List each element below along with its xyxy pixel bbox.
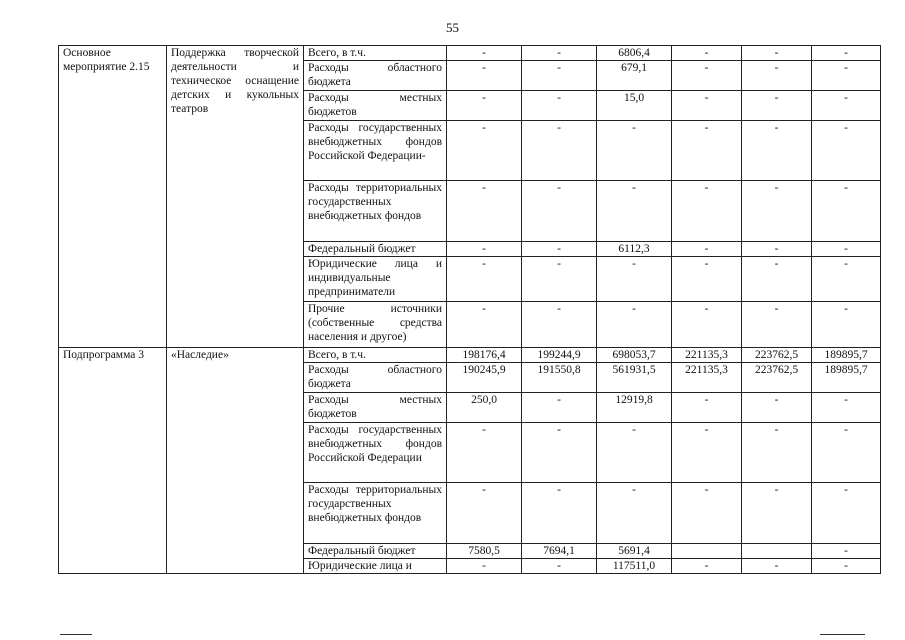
value-cell: -	[672, 257, 742, 302]
value-cell: -	[672, 242, 742, 257]
funding-source-label: Расходы территориальных государственных внебюджетных фондов	[304, 181, 447, 242]
section-name: Подпрограмма 3	[59, 348, 167, 574]
funding-source-label: Расходы областного бюджета	[304, 363, 447, 393]
table-row	[59, 46, 881, 61]
value-cell: -	[522, 121, 597, 181]
value-cell: -	[672, 393, 742, 423]
value-cell: 5691,4	[597, 544, 672, 559]
value-cell: -	[672, 121, 742, 181]
value-cell: -	[812, 483, 881, 544]
value-cell: 679,1	[597, 61, 672, 91]
value-cell: -	[672, 483, 742, 544]
value-cell: -	[672, 61, 742, 91]
value-cell: -	[812, 302, 881, 348]
value-cell: 7580,5	[447, 544, 522, 559]
value-cell: -	[812, 257, 881, 302]
funding-source-label: Расходы местных бюджетов	[304, 91, 447, 121]
funding-source-label: Всего, в т.ч.	[304, 46, 447, 61]
value-cell: 191550,8	[522, 363, 597, 393]
value-cell: 250,0	[447, 393, 522, 423]
value-cell: -	[597, 257, 672, 302]
value-cell: 190245,9	[447, 363, 522, 393]
value-cell: -	[597, 181, 672, 242]
value-cell: -	[742, 393, 812, 423]
value-cell: -	[812, 242, 881, 257]
value-cell: -	[672, 423, 742, 483]
value-cell: -	[672, 559, 742, 574]
value-cell: -	[742, 61, 812, 91]
value-cell: -	[522, 46, 597, 61]
value-cell: -	[672, 181, 742, 242]
value-cell: -	[447, 46, 522, 61]
funding-source-label: Расходы местных бюджетов	[304, 393, 447, 423]
funding-source-label: Федеральный бюджет	[304, 544, 447, 559]
value-cell: -	[522, 423, 597, 483]
funding-source-label: Юридические лица и индивидуальные предприниматели	[304, 257, 447, 302]
value-cell: -	[812, 423, 881, 483]
value-cell: -	[522, 559, 597, 574]
value-cell: -	[522, 61, 597, 91]
value-cell: -	[742, 302, 812, 348]
value-cell: -	[812, 46, 881, 61]
value-cell: -	[742, 257, 812, 302]
value-cell: 221135,3	[672, 348, 742, 363]
value-cell: -	[447, 302, 522, 348]
value-cell: 198176,4	[447, 348, 522, 363]
value-cell: -	[447, 61, 522, 91]
value-cell: -	[812, 544, 881, 559]
value-cell: -	[742, 91, 812, 121]
value-cell: -	[742, 181, 812, 242]
value-cell: -	[522, 302, 597, 348]
funding-source-label: Федеральный бюджет	[304, 242, 447, 257]
value-cell: -	[447, 559, 522, 574]
value-cell: -	[812, 91, 881, 121]
value-cell: -	[522, 257, 597, 302]
section-title: Поддержка творческой деятельности и техническое оснащение детских и кукольных театров	[167, 46, 304, 348]
footer-rule-right	[820, 634, 865, 635]
value-cell: -	[447, 423, 522, 483]
value-cell: -	[742, 242, 812, 257]
funding-source-label: Всего, в т.ч.	[304, 348, 447, 363]
funding-source-label: Расходы областного бюджета	[304, 61, 447, 91]
value-cell: 189895,7	[812, 348, 881, 363]
value-cell: 698053,7	[597, 348, 672, 363]
value-cell: -	[597, 423, 672, 483]
value-cell: -	[522, 393, 597, 423]
budget-table	[58, 45, 881, 574]
value-cell: -	[742, 483, 812, 544]
value-cell: -	[812, 181, 881, 242]
value-cell: -	[672, 91, 742, 121]
value-cell: -	[522, 181, 597, 242]
value-cell: -	[597, 483, 672, 544]
value-cell	[742, 544, 812, 559]
value-cell: 12919,8	[597, 393, 672, 423]
value-cell: -	[522, 483, 597, 544]
value-cell: 223762,5	[742, 348, 812, 363]
value-cell: -	[742, 559, 812, 574]
value-cell: -	[447, 242, 522, 257]
funding-source-label: Расходы территориальных государственных внебюджетных фондов	[304, 483, 447, 544]
value-cell: -	[522, 242, 597, 257]
value-cell: 561931,5	[597, 363, 672, 393]
value-cell: -	[742, 46, 812, 61]
value-cell: -	[742, 423, 812, 483]
value-cell: 6806,4	[597, 46, 672, 61]
table-row	[59, 348, 881, 363]
value-cell: -	[447, 121, 522, 181]
value-cell: -	[812, 121, 881, 181]
value-cell: -	[742, 121, 812, 181]
value-cell: -	[812, 61, 881, 91]
footer-rule-left	[60, 634, 92, 635]
value-cell: -	[812, 559, 881, 574]
value-cell: -	[672, 46, 742, 61]
budget-table-body	[59, 46, 881, 574]
value-cell: -	[597, 302, 672, 348]
value-cell: 189895,7	[812, 363, 881, 393]
page-number: 55	[446, 20, 459, 35]
section-name: Основное мероприятие 2.15	[59, 46, 167, 348]
value-cell: 223762,5	[742, 363, 812, 393]
funding-source-label: Расходы государственных внебюджетных фондов Российской Федерации	[304, 423, 447, 483]
value-cell: 199244,9	[522, 348, 597, 363]
value-cell	[672, 544, 742, 559]
value-cell: -	[672, 302, 742, 348]
value-cell: -	[597, 121, 672, 181]
value-cell: -	[812, 393, 881, 423]
funding-source-label: Юридические лица и	[304, 559, 447, 574]
funding-source-label: Прочие источники (собственные средства населения и другое)	[304, 302, 447, 348]
value-cell: -	[447, 483, 522, 544]
value-cell: -	[447, 257, 522, 302]
value-cell: 117511,0	[597, 559, 672, 574]
value-cell: 7694,1	[522, 544, 597, 559]
funding-source-label: Расходы государственных внебюджетных фондов Российской Федерации-	[304, 121, 447, 181]
section-title: «Наследие»	[167, 348, 304, 574]
value-cell: 15,0	[597, 91, 672, 121]
value-cell: -	[447, 91, 522, 121]
value-cell: -	[522, 91, 597, 121]
value-cell: -	[447, 181, 522, 242]
value-cell: 221135,3	[672, 363, 742, 393]
value-cell: 6112,3	[597, 242, 672, 257]
